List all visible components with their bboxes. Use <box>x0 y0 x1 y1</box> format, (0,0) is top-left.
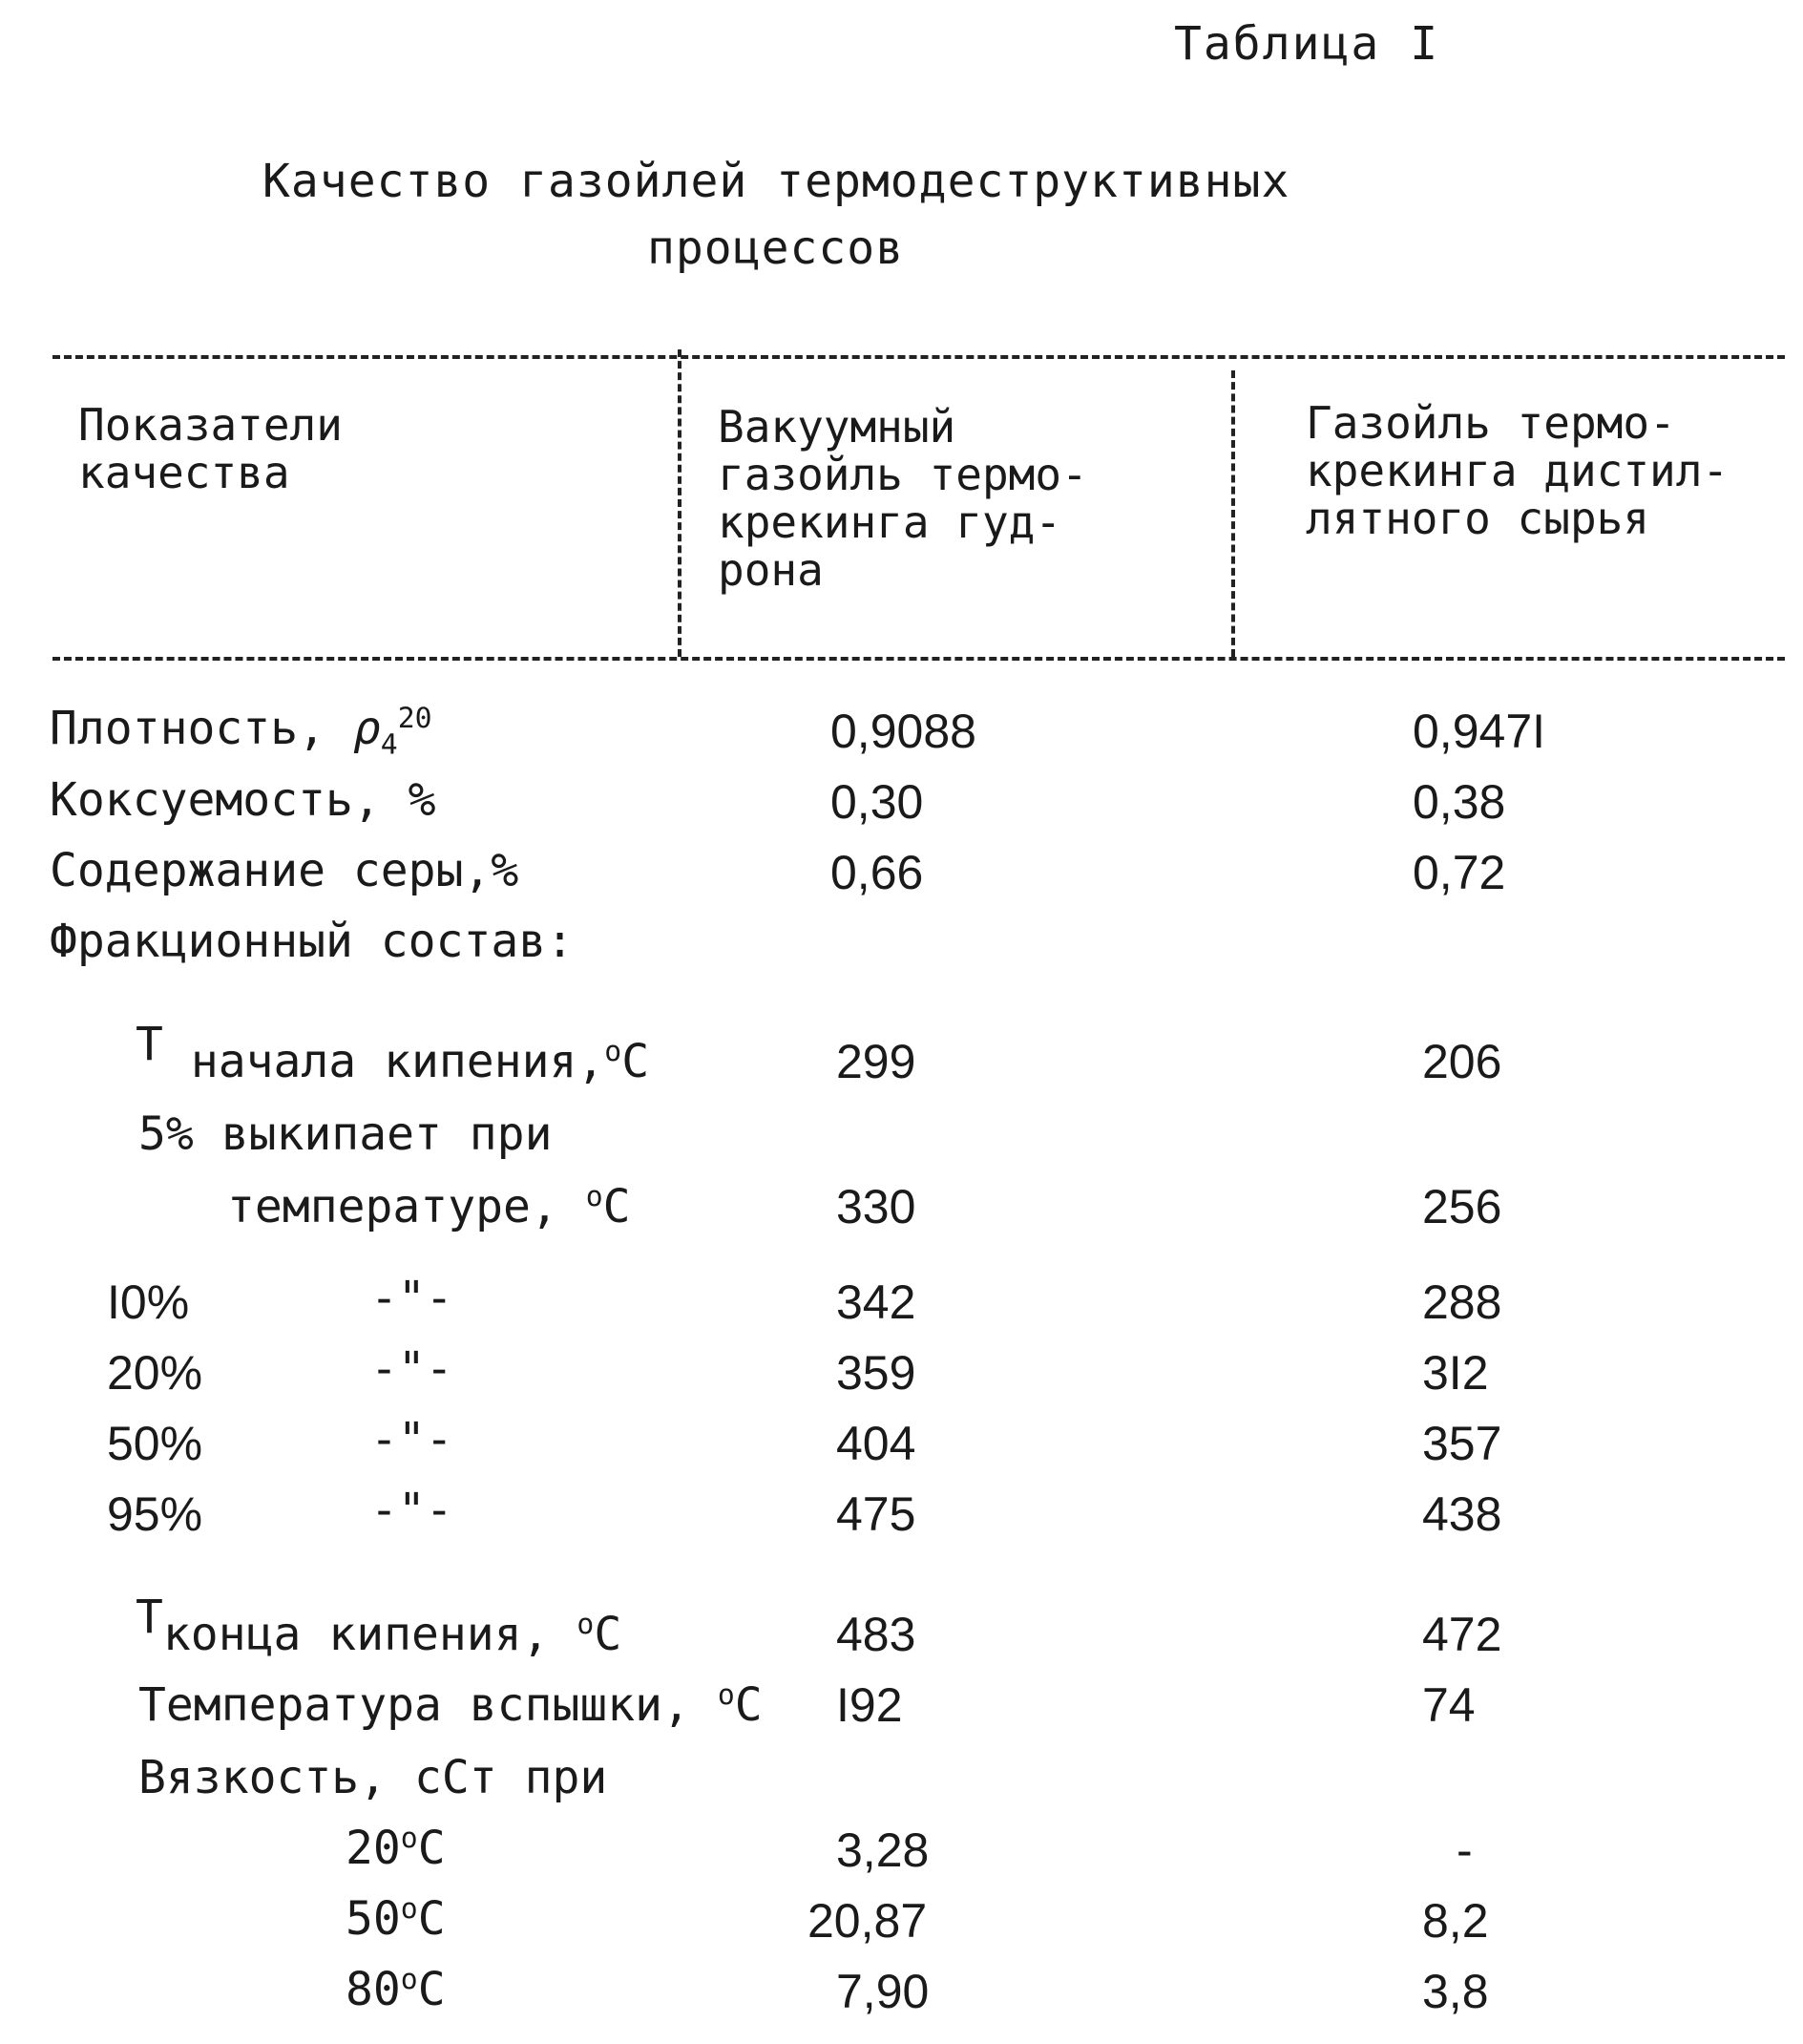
column-header-indicators <box>78 401 343 496</box>
density-label: Плотность, <box>50 702 353 755</box>
column-separator-1 <box>678 349 681 657</box>
column-header-vacuum-gasoil <box>718 403 1088 594</box>
fbp-prefix: Т <box>136 1591 163 1644</box>
p5-unit: С <box>602 1180 631 1233</box>
row-label-flash-point <box>138 1678 763 1732</box>
table-title-line-2: процессов <box>647 221 905 275</box>
v80-degree: o <box>400 1963 418 1996</box>
fbp-unit: С <box>594 1608 622 1661</box>
table-title-line-1: Качество газойлей термодеструктивных <box>262 155 1290 208</box>
column-header-line: Газойль термо- <box>1306 397 1676 449</box>
ibp-degree: o <box>604 1035 622 1068</box>
sulfur-value-distillate: 0,72 <box>1413 846 1506 899</box>
fbp-value-distillate: 472 <box>1422 1608 1502 1661</box>
coking-value-distillate: 0,38 <box>1413 775 1506 829</box>
column-header-line: Вакуумный <box>718 401 956 453</box>
ibp-label: начала кипения, <box>190 1035 605 1088</box>
v20-value-distillate: - <box>1457 1823 1473 1877</box>
v20-unit: С <box>417 1822 446 1875</box>
p20-value-distillate: 3I2 <box>1422 1346 1489 1400</box>
column-header-line: рона <box>718 544 824 596</box>
v80-unit: С <box>417 1963 446 2016</box>
p95-percent: 95% <box>107 1487 203 1541</box>
table-number: Таблица I <box>1174 17 1440 71</box>
density-value-vacuum: 0,9088 <box>830 705 976 758</box>
density-symbol: ρ <box>352 702 381 755</box>
column-header-distillate-gasoil <box>1306 399 1729 542</box>
p50-ditto: -"- <box>370 1413 453 1466</box>
flash-value-distillate: 74 <box>1422 1678 1476 1732</box>
p5-degree: o <box>585 1180 603 1213</box>
row-label-viscosity-80 <box>346 1963 446 2016</box>
p50-percent: 50% <box>107 1417 203 1470</box>
v20-value-vacuum: 3,28 <box>836 1823 930 1877</box>
fbp-label: конца кипения, <box>162 1608 550 1661</box>
p5-value-vacuum: 330 <box>836 1180 916 1233</box>
column-separator-2 <box>1231 370 1235 657</box>
v50-unit: С <box>417 1892 446 1946</box>
v20-degree: o <box>400 1822 418 1855</box>
coking-value-vacuum: 0,30 <box>830 775 924 829</box>
row-label-viscosity-50 <box>346 1892 446 1946</box>
v20-temp: 20 <box>346 1822 401 1875</box>
header-bottom-rule <box>52 657 1785 661</box>
row-label-5pct-line-2 <box>227 1180 631 1233</box>
p10-ditto: -"- <box>370 1272 453 1325</box>
ibp-value-distillate: 206 <box>1422 1035 1502 1088</box>
column-header-line: лятного сырья <box>1306 493 1650 544</box>
row-label-density <box>50 702 432 762</box>
density-subscript: 4 <box>380 727 398 762</box>
row-label-final-boiling-point <box>136 1591 622 1661</box>
v80-value-vacuum: 7,90 <box>836 1965 930 2018</box>
flash-degree: o <box>717 1678 735 1712</box>
column-header-line: газойль термо- <box>718 449 1088 500</box>
column-header-line: крекинга дистил- <box>1306 445 1730 496</box>
p20-percent: 20% <box>107 1346 203 1400</box>
row-label-coking: Коксуемость, % <box>50 773 436 827</box>
p50-value-distillate: 357 <box>1422 1417 1502 1470</box>
row-label-initial-boiling-point <box>136 1018 650 1088</box>
ibp-prefix: Т <box>136 1018 163 1071</box>
p95-ditto: -"- <box>370 1484 453 1537</box>
flash-label: Температура вспышки, <box>138 1678 690 1732</box>
p10-value-vacuum: 342 <box>836 1275 916 1329</box>
row-label-sulfur: Содержание серы,% <box>50 844 519 897</box>
fbp-value-vacuum: 483 <box>836 1608 916 1661</box>
flash-value-vacuum: I92 <box>836 1678 903 1732</box>
p5-value-distillate: 256 <box>1422 1180 1502 1233</box>
v80-temp: 80 <box>346 1963 401 2016</box>
p10-percent: I0% <box>107 1275 190 1329</box>
column-header-line: качества <box>78 447 290 498</box>
ibp-unit: С <box>621 1035 650 1088</box>
v50-value-distillate: 8,2 <box>1422 1894 1489 1948</box>
column-header-line: крекинга гуд- <box>718 496 1062 548</box>
flash-unit: С <box>734 1678 763 1732</box>
column-header-line: Показатели <box>78 399 343 451</box>
row-label-viscosity-20 <box>346 1822 446 1875</box>
row-label-viscosity: Вязкость, сСт при <box>138 1751 608 1804</box>
p95-value-distillate: 438 <box>1422 1487 1502 1541</box>
p20-value-vacuum: 359 <box>836 1346 916 1400</box>
v50-value-vacuum: 20,87 <box>807 1894 928 1948</box>
ibp-value-vacuum: 299 <box>836 1035 916 1088</box>
row-label-fractional-composition: Фракционный состав: <box>50 915 575 968</box>
p5-label: температуре, <box>227 1180 558 1233</box>
p50-value-vacuum: 404 <box>836 1417 916 1470</box>
density-value-distillate: 0,947I <box>1413 705 1546 758</box>
p95-value-vacuum: 475 <box>836 1487 916 1541</box>
p20-ditto: -"- <box>370 1342 453 1396</box>
p10-value-distillate: 288 <box>1422 1275 1502 1329</box>
density-superscript: 20 <box>397 702 432 735</box>
v50-temp: 50 <box>346 1892 401 1946</box>
row-label-5pct-line-1: 5% выкипает при <box>138 1107 553 1161</box>
v50-degree: o <box>400 1892 418 1926</box>
header-top-rule <box>52 355 1785 359</box>
sulfur-value-vacuum: 0,66 <box>830 846 924 899</box>
v80-value-distillate: 3,8 <box>1422 1965 1489 2018</box>
fbp-degree: o <box>577 1608 595 1641</box>
